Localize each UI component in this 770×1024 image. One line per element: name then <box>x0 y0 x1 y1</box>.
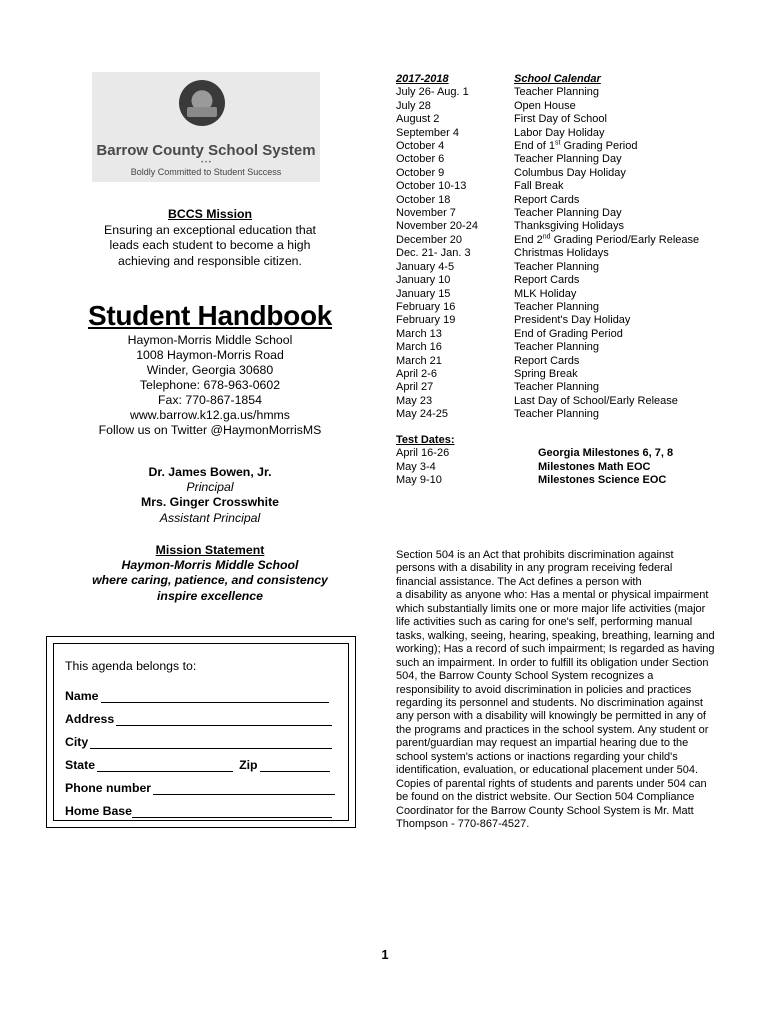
test-dates <box>396 434 756 488</box>
calendar-row <box>396 127 756 140</box>
test-name: Milestones Science EOC <box>538 474 667 487</box>
calendar-event-text: End of 1 <box>514 140 555 153</box>
calendar-row <box>396 314 756 327</box>
calendar-event <box>514 328 756 341</box>
calendar-event <box>514 127 756 140</box>
assistant-name: Mrs. Ginger Crosswhite <box>140 495 280 510</box>
calendar-row <box>396 355 756 368</box>
address-line[interactable] <box>116 713 332 726</box>
calendar-event-text: Teacher Planning <box>514 408 600 421</box>
calendar-row <box>396 274 756 287</box>
calendar-date: October 6 <box>396 153 445 166</box>
calendar-row <box>396 153 756 166</box>
home-base-label: Home Base <box>65 804 132 818</box>
state-zip-field[interactable] <box>65 758 330 772</box>
calendar-event <box>514 234 756 247</box>
district-logo <box>92 72 320 182</box>
calendar-row <box>396 301 756 314</box>
calendar-event-text: President's Day Holiday <box>514 314 631 327</box>
calendar-event-text: Christmas Holidays <box>514 247 609 260</box>
calendar-event <box>514 408 756 421</box>
calendar-date: July 28 <box>396 99 431 112</box>
test-date-list <box>396 447 756 487</box>
logo-tagline: Boldly Committed to Student Success <box>130 167 282 177</box>
calendar-row <box>396 408 756 421</box>
agenda-inner-border <box>53 643 349 821</box>
calendar-row <box>396 381 756 394</box>
agenda-owner-box <box>46 636 356 828</box>
calendar-event-text: Report Cards <box>514 354 580 367</box>
calendar-date: February 16 <box>396 300 456 313</box>
test-row <box>396 461 756 474</box>
address-label: Address <box>65 712 115 726</box>
calendar-event-ordinal: st <box>554 139 561 147</box>
calendar-event-text: Thanksgiving Holidays <box>514 220 625 233</box>
calendar-row <box>396 167 756 180</box>
section-504-line: Section 504 is an Act that prohibits discrimination against <box>396 549 674 561</box>
mission-statement-heading: Mission Statement <box>155 543 265 557</box>
agenda-belongs-label: This agenda belongs to: <box>65 659 197 673</box>
school-seal-icon <box>179 80 225 126</box>
section-504-line: 504, the Barrow County School System recognizes a <box>396 670 654 683</box>
name-label: Name <box>65 689 99 703</box>
calendar-row <box>396 261 756 274</box>
calendar-event-text-after: Grading Period/Early Release <box>550 233 700 246</box>
section-504-line: the programs and practices in the school system. Any student or <box>396 723 709 736</box>
calendar-event-text: Open House <box>514 99 576 112</box>
school-address: 1008 Haymon-Morris Road <box>136 348 284 362</box>
calendar-title-header: School Calendar <box>514 73 601 85</box>
name-field[interactable] <box>65 689 329 703</box>
home-base-field[interactable] <box>65 804 332 818</box>
section-504-line: such an impairment. In order to fulfill its obligation under Section <box>396 656 709 669</box>
calendar-row <box>396 194 756 207</box>
calendar-event <box>514 314 756 327</box>
section-504-line: parent/guardian may request an impartial hearing due to the <box>396 737 689 750</box>
calendar-event <box>514 395 756 408</box>
calendar-date: January 4-5 <box>396 260 455 273</box>
calendar-event <box>514 194 756 207</box>
section-504-line: Coordinator for the Barrow County School System is Mr. Matt <box>396 804 694 817</box>
calendar-row <box>396 86 756 99</box>
section-504-line: regarding its personnel and students. No discrimination against <box>396 696 703 709</box>
calendar-event <box>514 288 756 301</box>
test-name: Georgia Milestones 6, 7, 8 <box>538 447 674 460</box>
calendar-row <box>396 180 756 193</box>
calendar-row <box>396 234 756 247</box>
phone-field[interactable] <box>65 781 335 795</box>
calendar-event-text: MLK Holiday <box>514 287 577 300</box>
section-504-line: persons with a disability in any program receiving federal <box>396 562 673 575</box>
mission-line: achieving and responsible citizen. <box>118 253 302 268</box>
test-row <box>396 474 756 487</box>
calendar-event <box>514 381 756 394</box>
mission-statement-line: inspire excellence <box>157 588 263 603</box>
calendar-date: January 10 <box>396 274 451 287</box>
calendar-date: March 21 <box>396 354 442 367</box>
calendar-event <box>514 274 756 287</box>
calendar-row <box>396 341 756 354</box>
city-label: City <box>65 735 89 749</box>
section-504-line: be found on the district website. Our Section 504 Compliance <box>396 791 695 804</box>
assistant-title: Assistant Principal <box>159 510 261 525</box>
principal-name: Dr. James Bowen, Jr. <box>148 465 272 479</box>
calendar-row <box>396 395 756 408</box>
test-date: April 16-26 <box>396 447 450 460</box>
school-twitter: Follow us on Twitter @HaymonMorrisMS <box>98 423 322 437</box>
calendar-date: October 9 <box>396 166 445 179</box>
section-504-line: working); Has a record of such impairment; Is regarded as having <box>396 643 715 656</box>
calendar-event-text: Teacher Planning <box>514 300 600 313</box>
calendar-row <box>396 113 756 126</box>
calendar-event <box>514 368 756 381</box>
calendar-event-text: Teacher Planning <box>514 86 600 99</box>
state-line[interactable] <box>97 759 233 772</box>
calendar-event-text-after: Grading Period <box>560 140 638 153</box>
test-date: May 9-10 <box>396 474 442 487</box>
calendar-date: December 20 <box>396 233 463 246</box>
calendar-event <box>514 355 756 368</box>
calendar-row <box>396 220 756 233</box>
school-website[interactable]: www.barrow.k12.ga.us/hmms <box>130 408 290 422</box>
calendar-event <box>514 113 756 126</box>
test-name: Milestones Math EOC <box>538 460 651 473</box>
calendar-event-text: Teacher Planning <box>514 381 600 394</box>
calendar-event-text: Report Cards <box>514 274 580 287</box>
calendar-row <box>396 328 756 341</box>
zip-line[interactable] <box>260 759 330 772</box>
calendar-event <box>514 247 756 260</box>
test-dates-heading: Test Dates: <box>396 434 455 446</box>
calendar-event-ordinal: nd <box>542 233 551 241</box>
calendar-event <box>514 341 756 354</box>
section-504-line: life activities such as caring for one's self, performing manual <box>396 616 693 629</box>
calendar-event-text: Teacher Planning <box>514 341 600 354</box>
calendar-date: April 2-6 <box>396 367 437 380</box>
calendar-event <box>514 100 756 113</box>
calendar-row <box>396 100 756 113</box>
calendar-header <box>396 73 756 86</box>
calendar-date: March 16 <box>396 341 442 354</box>
section-504-line: which substantially limits one or more major life activities (major <box>396 602 706 615</box>
school-calendar <box>396 73 756 422</box>
city-line[interactable] <box>90 736 332 749</box>
calendar-event <box>514 167 756 180</box>
calendar-event <box>514 261 756 274</box>
calendar-date: May 24-25 <box>396 408 448 421</box>
calendar-date: February 19 <box>396 314 456 327</box>
calendar-date: May 23 <box>396 394 433 407</box>
calendar-date: October 10-13 <box>396 180 467 193</box>
calendar-event-text: Teacher Planning Day <box>514 153 622 166</box>
school-contact <box>60 333 360 438</box>
calendar-event <box>514 220 756 233</box>
calendar-event-text: Teacher Planning Day <box>514 207 622 220</box>
calendar-event <box>514 180 756 193</box>
calendar-event <box>514 153 756 166</box>
section-504-line: financial assistance. The Act defines a person with <box>396 575 642 588</box>
section-504-line: responsibility to avoid discrimination in policies and practices <box>396 683 692 696</box>
calendar-event-text: Last Day of School/Early Release <box>514 394 678 407</box>
mission-statement-line: Haymon-Morris Middle School <box>121 558 299 573</box>
calendar-event <box>514 207 756 220</box>
state-label: State <box>65 758 96 772</box>
calendar-row <box>396 368 756 381</box>
calendar-event <box>514 140 756 153</box>
section-504-line: Copies of parental rights of students and parents under 504 can <box>396 777 707 790</box>
calendar-event <box>514 301 756 314</box>
calendar-events <box>396 86 756 421</box>
school-city: Winder, Georgia 30680 <box>146 363 274 377</box>
section-504-text <box>396 549 736 832</box>
calendar-row <box>396 140 756 153</box>
calendar-event-text: First Day of School <box>514 113 607 126</box>
mission-statement-line: where caring, patience, and consistency <box>92 573 328 588</box>
mission-statement <box>60 543 360 604</box>
calendar-event-text: End 2 <box>514 233 543 246</box>
zip-label: Zip <box>239 758 258 772</box>
phone-label: Phone number <box>65 781 152 795</box>
logo-divider: • • • <box>201 160 211 166</box>
calendar-date: October 18 <box>396 193 451 206</box>
calendar-event <box>514 86 756 99</box>
city-field[interactable] <box>65 735 332 749</box>
calendar-date: April 27 <box>396 381 434 394</box>
calendar-event-text: Teacher Planning <box>514 260 600 273</box>
calendar-row <box>396 207 756 220</box>
calendar-event-text: Spring Break <box>514 367 578 380</box>
name-line[interactable] <box>101 690 329 703</box>
page-number: 1 <box>381 947 389 962</box>
home-base-line[interactable] <box>132 805 332 818</box>
mission-heading: BCCS Mission <box>167 207 253 221</box>
administrators <box>80 465 340 526</box>
calendar-date: January 15 <box>396 287 451 300</box>
calendar-event-text: Fall Break <box>514 180 564 193</box>
address-field[interactable] <box>65 712 332 726</box>
calendar-date: September 4 <box>396 126 459 139</box>
calendar-date: November 7 <box>396 207 456 220</box>
calendar-year-header: 2017-2018 <box>396 73 449 85</box>
section-504-line: Thompson - 770-867-4527. <box>396 818 530 831</box>
calendar-date: March 13 <box>396 327 442 340</box>
calendar-row <box>396 247 756 260</box>
calendar-date: November 20-24 <box>396 220 478 233</box>
calendar-row <box>396 288 756 301</box>
section-504-line: tasks, walking, seeing, hearing, speaking, breathing, learning and <box>396 629 715 642</box>
school-telephone: Telephone: 678-963-0602 <box>139 378 281 392</box>
mission-line: leads each student to become a high <box>109 238 311 252</box>
calendar-event-text: Report Cards <box>514 193 580 206</box>
section-504-line: identification, evaluation, or educational placement under 504. <box>396 764 699 777</box>
page-title: Student Handbook <box>87 300 333 331</box>
logo-name: Barrow County School System <box>96 142 316 159</box>
section-504-line: a disability as anyone who: Has a mental or physical impairment <box>396 589 709 602</box>
principal-title: Principal <box>186 480 234 495</box>
calendar-date: July 26- Aug. 1 <box>396 86 469 99</box>
calendar-event-text: Columbus Day Holiday <box>514 166 626 179</box>
test-date: May 3-4 <box>396 460 436 473</box>
test-row <box>396 447 756 460</box>
phone-line[interactable] <box>153 782 335 795</box>
school-name: Haymon-Morris Middle School <box>127 333 293 347</box>
calendar-date: Dec. 21- Jan. 3 <box>396 247 471 260</box>
calendar-date: August 2 <box>396 113 440 126</box>
calendar-date: October 4 <box>396 140 445 153</box>
bccs-mission <box>80 207 340 269</box>
mission-line: Ensuring an exceptional education that <box>104 222 316 237</box>
school-fax: Fax: 770-867-1854 <box>158 393 262 407</box>
section-504-line: any person with a disability will knowingly be permitted in any of <box>396 710 706 723</box>
calendar-event-text: End of Grading Period <box>514 327 623 340</box>
calendar-event-text: Labor Day Holiday <box>514 126 605 139</box>
section-504-line: school system's actions or inactions regarding your child's <box>396 750 678 763</box>
